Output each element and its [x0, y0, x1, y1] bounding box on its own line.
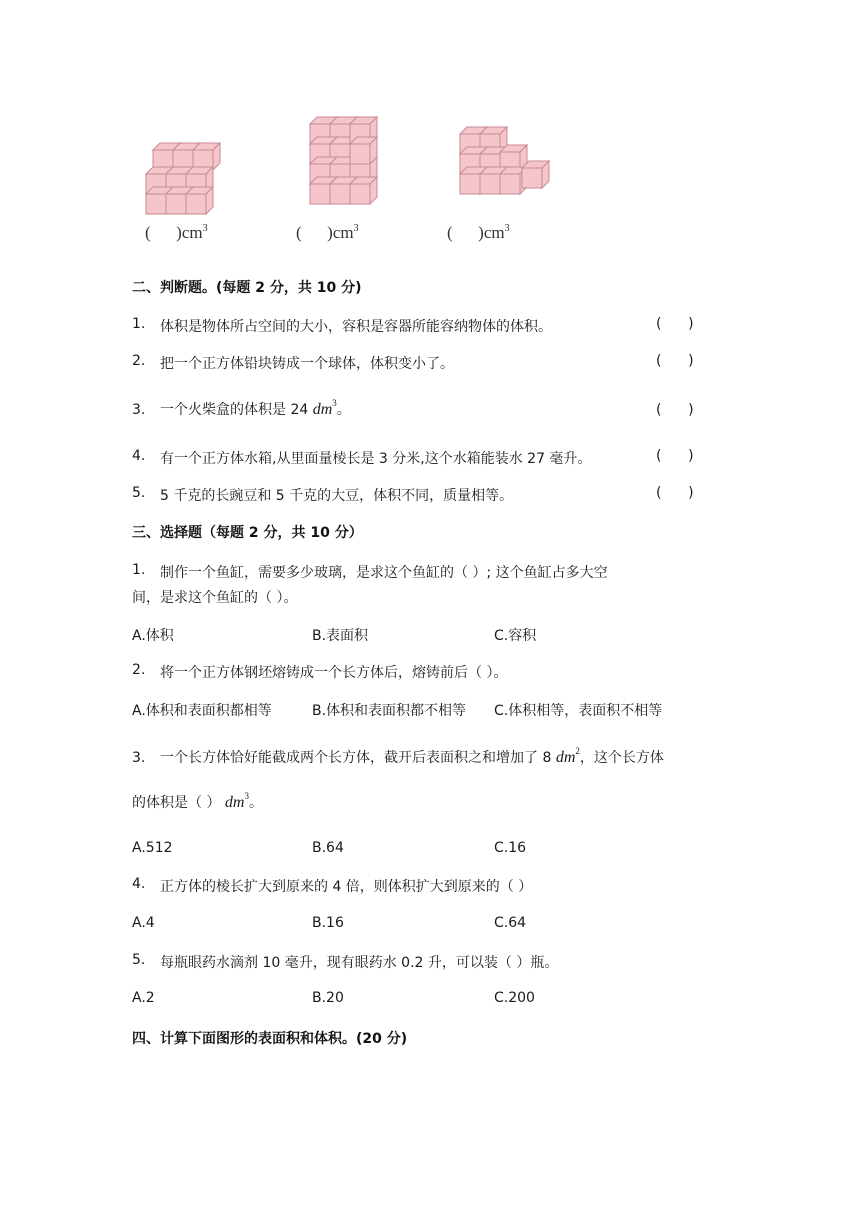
judge-5-text: 5 千克的长豌豆和 5 千克的大豆，体积不同，质量相等。 — [160, 488, 514, 504]
choice-5-number: 5. — [132, 952, 146, 968]
choice-2-option-b[interactable]: B.体积和表面积都不相等 — [312, 703, 467, 719]
judge-2-blank[interactable]: ( ) — [656, 353, 694, 369]
judge-2-number: 2. — [132, 353, 146, 369]
judge-5-number: 5. — [132, 485, 146, 501]
choice-2-option-a[interactable]: A.体积和表面积都相等 — [132, 703, 272, 719]
choice-1-text-line1: 制作一个鱼缸，需要多少玻璃，是求这个鱼缸的（ ）; 这个鱼缸占多大空 — [160, 565, 608, 581]
choice-4-number: 4. — [132, 876, 146, 892]
cube-figure-1 — [140, 138, 230, 218]
choice-1-number: 1. — [132, 562, 146, 578]
choice-3-option-b[interactable]: B.64 — [312, 840, 344, 856]
choice-4-text: 正方体的棱长扩大到原来的 4 倍，则体积扩大到原来的（ ） — [160, 879, 533, 895]
judge-4-text: 有一个正方体水箱,从里面量棱长是 3 分米,这个水箱能装水 27 毫升。 — [160, 451, 592, 467]
choice-1-option-b[interactable]: B.表面积 — [312, 628, 369, 644]
judge-1-blank[interactable]: ( ) — [656, 316, 694, 332]
choice-4-option-a[interactable]: A.4 — [132, 915, 155, 931]
choice-5-option-b[interactable]: B.20 — [312, 990, 344, 1006]
cube-figure-3 — [450, 122, 560, 202]
choice-3-text-line2: 的体积是（ ） $dm^3$。 — [132, 791, 263, 811]
choice-3-option-c[interactable]: C.16 — [494, 840, 527, 856]
figure-caption-2: ( )$cm^3$ — [296, 223, 359, 242]
choice-5-option-a[interactable]: A.2 — [132, 990, 155, 1006]
choice-1-option-a[interactable]: A.体积 — [132, 628, 174, 644]
choice-4-option-b[interactable]: B.16 — [312, 915, 344, 931]
choice-1-text-line2: 间，是求这个鱼缸的（ ）。 — [132, 590, 298, 606]
judge-1-number: 1. — [132, 316, 146, 332]
judge-4-blank[interactable]: ( ) — [656, 448, 694, 464]
cube-figure-2 — [300, 114, 390, 216]
figure-caption-3: ( )$cm^3$ — [447, 223, 510, 242]
choice-3-option-a[interactable]: A.512 — [132, 840, 173, 856]
section-title-calculation: 四、计算下面图形的表面积和体积。(20 分) — [132, 1031, 408, 1047]
judge-5-blank[interactable]: ( ) — [656, 485, 694, 501]
choice-3-text-line1: 一个长方体恰好能截成两个长方体，截开后表面积之和增加了 8 $dm^2$，这个长方体 — [160, 746, 664, 766]
choice-5-option-c[interactable]: C.200 — [494, 990, 535, 1006]
judge-3-blank[interactable]: ( ) — [656, 402, 694, 418]
choice-1-option-c[interactable]: C.容积 — [494, 628, 537, 644]
section-title-choice: 三、选择题（每题 2 分，共 10 分） — [132, 525, 363, 541]
choice-4-option-c[interactable]: C.64 — [494, 915, 527, 931]
choice-2-number: 2. — [132, 662, 146, 678]
judge-2-text: 把一个正方体铅块铸成一个球体，体积变小了。 — [160, 356, 454, 372]
judge-1-text: 体积是物体所占空间的大小，容积是容器所能容纳物体的体积。 — [160, 319, 552, 335]
section-title-judgement: 二、判断题。(每题 2 分，共 10 分) — [132, 280, 362, 296]
figure-caption-1: ( )$cm^3$ — [145, 223, 208, 242]
choice-3-number: 3. — [132, 750, 146, 766]
choice-2-text: 将一个正方体钢坯熔铸成一个长方体后，熔铸前后（ ）。 — [160, 665, 508, 681]
judge-3-number: 3. — [132, 402, 146, 418]
judge-4-number: 4. — [132, 448, 146, 464]
choice-5-text: 每瓶眼药水滴剂 10 毫升，现有眼药水 0.2 升，可以装（ ）瓶。 — [160, 955, 559, 971]
judge-3-text: 一个火柴盒的体积是 24 $dm^3$。 — [160, 398, 351, 418]
choice-2-option-c[interactable]: C.体积相等，表面积不相等 — [494, 703, 663, 719]
